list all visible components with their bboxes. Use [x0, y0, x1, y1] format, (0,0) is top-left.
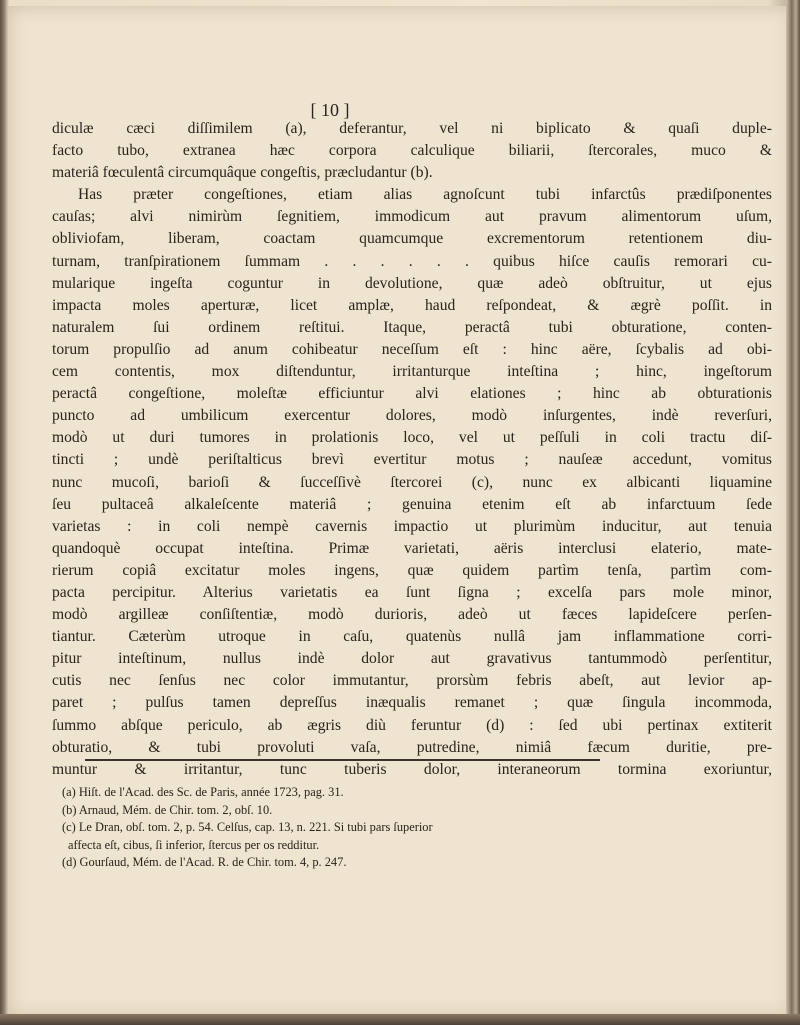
footnotes-block [62, 784, 770, 872]
text-line: varietas : in coli nempè cavernis impactio ut plurimùm inducitur, aut tenuia [52, 517, 772, 535]
footnote-c: (c) Le Dran, obſ. tom. 2, p. 54. Celſus, cap. 13, n. 221. Si tubi pars ſuperior [62, 820, 433, 835]
text-line: tincti ; undè periſtalticus brevì evertitur motus ; nauſeæ accedunt, vomitus [52, 451, 772, 469]
footnote-d: (d) Gourſaud, Mém. de l'Acad. R. de Chir. tom. 4, p. 247. [62, 855, 347, 870]
text-line: obturatio, & tubi provoluti vaſa, putredine, nimiâ fæcum duritie, pre- [52, 738, 772, 756]
text-line: paret ; pulſus tamen depreſſus inæqualis remanet ; quæ ſingula incommoda, [52, 694, 772, 712]
footnote-a: (a) Hiſt. de l'Acad. des Sc. de Paris, année 1723, pag. 31. [62, 785, 344, 799]
text-line: facto tubo, extranea hæc corpora calculique biliarii, ſtercorales, muco & [52, 142, 772, 160]
text-line: naturalem ſui ordinem reſtitui. Itaque, peractâ tubi obturatione, conten- [52, 318, 772, 336]
text-line: turnam, tranſpirationem ſummam . . . . . . quibus hiſce cauſis remorari cu- [52, 252, 772, 270]
text-line: Has præter congeſtiones, etiam alias agnoſcunt tubi infarctûs prædiſponentes [78, 186, 772, 204]
text-line: diculæ cæci diſſimilem (a), deferantur, vel ni biplicato & quaſi duple- [52, 120, 772, 137]
main-text-block [52, 118, 772, 781]
text-line: mularique ingeſta coguntur in devolutione, quæ adeò obſtruitur, ut ejus [52, 274, 772, 292]
text-line: puncto ad umbilicum exercentur dolores, modò inſurgentes, indè reverſuri, [52, 407, 772, 425]
text-line: impacta moles aperturæ, licet amplæ, haud reſpondeat, & ægrè poſſit. in [52, 296, 772, 314]
text-line: cutis nec ſenſus nec color immutantur, prorsùm febris abeſt, aut levior ap- [52, 672, 772, 690]
text-line: ſummo abſque periculo, ab ægris diù feruntur (d) : ſed ubi pertinax extiterit [52, 716, 772, 734]
book-spine-edge [786, 0, 800, 1025]
text-line: cem contentis, mox diſtenduntur, irritanturque inteſtina ; hinc, ingeſtorum [52, 363, 772, 381]
text-line: obliviofam, liberam, coactam quamcumque excrementorum retentionem diu- [52, 230, 772, 248]
page-bottom-edge [0, 1014, 800, 1025]
text-line: quandoquè occupat inteſtina. Primæ varietati, aëris interclusi elaterio, mate- [52, 539, 772, 557]
text-line: rierum copiâ excitatur moles ingens, quæ quidem partìm tenſa, partìm com- [52, 561, 772, 579]
page-number: [ 10 ] [310, 100, 350, 120]
footnote-divider [85, 759, 600, 761]
footnote-b: (b) Arnaud, Mém. de Chir. tom. 2, obſ. 10. [62, 802, 273, 817]
text-line: modò ut duri tumores in prolationis loco, vel ut peſſuli in coli tractu diſ- [52, 429, 772, 447]
text-line: torum propulſio ad anum cohibeatur neceſſum eſt : hinc aëre, ſcybalis ad obi- [52, 340, 772, 358]
text-line: cauſas; alvi nimirùm ſegnitiem, immodicum aut pravum alimentorum uſum, [52, 208, 772, 226]
footnote-c-continued: affecta eſt, cibus, ſi inferior, ſtercus per os redditur. [68, 837, 320, 852]
text-line: nunc mucoſi, barioſi & ſucceſſivè ſtercorei (c), nunc ex albicanti liquamine [52, 473, 772, 491]
text-line: pacta percipitur. Alterius varietatis ea ſunt ſigna ; excelſa pars mole minor, [52, 583, 772, 601]
text-line: materiâ fœculentâ circumquâque congeſtis, præcludantur (b). [52, 164, 433, 182]
text-line: muntur & irritantur, tunc tuberis dolor, interaneorum tormina exoriuntur, [52, 760, 772, 778]
text-line: peractâ congeſtione, moleſtæ efficiuntur alvi elationes ; hinc ab obturationis [52, 385, 772, 403]
text-line: ſeu pultaceâ alkaleſcente materiâ ; genuina etenim eſt ab infarctuum ſede [52, 495, 772, 513]
text-line: modò argilleæ conſiſtentiæ, modò durioris, adeò ut fæces lapideſcere perſen- [52, 606, 772, 624]
text-line: tiantur. Cæterùm utroque in caſu, quatenùs nullâ jam inflammatione corri- [52, 628, 772, 646]
text-line: pitur inteſtinum, nullus indè dolor aut gravativus tantummodò perſentitur, [52, 650, 772, 668]
